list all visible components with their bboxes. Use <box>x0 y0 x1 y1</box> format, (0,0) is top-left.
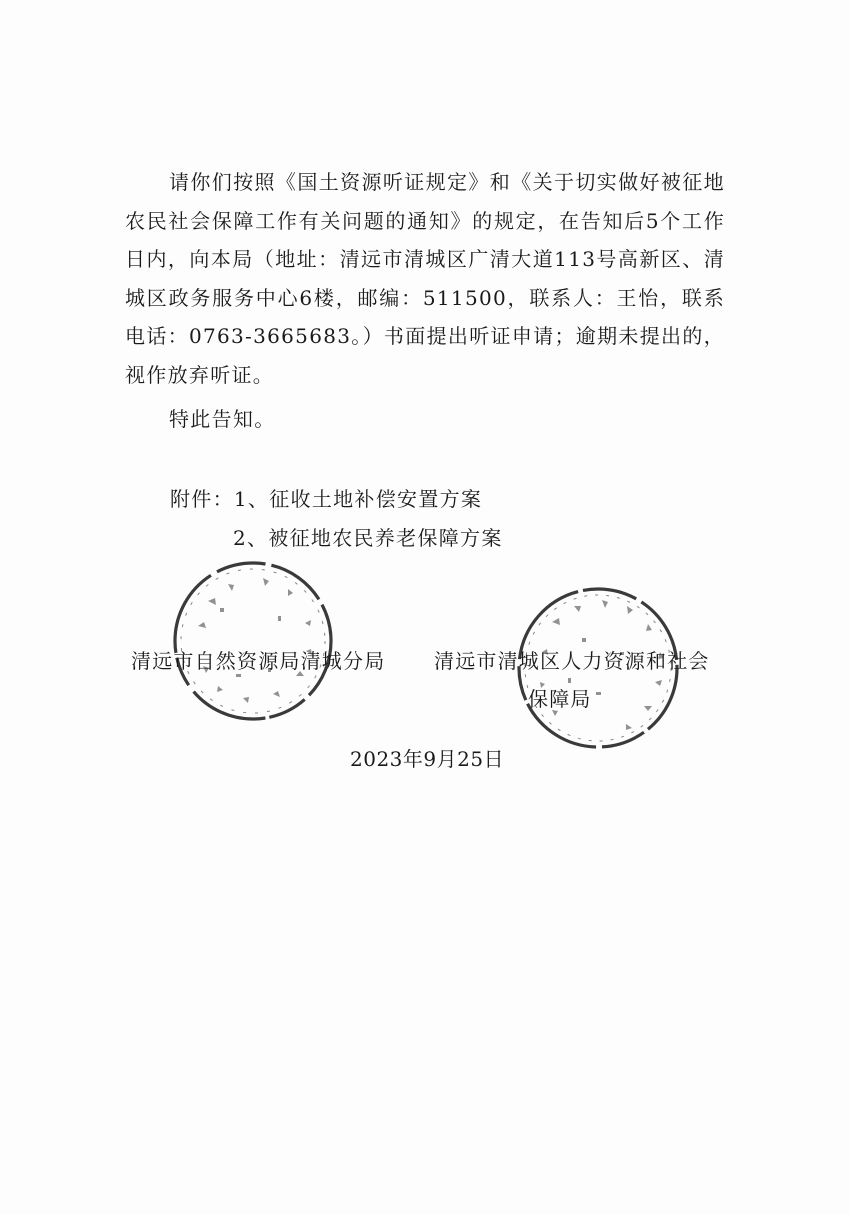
issue-date: 2023年9月25日 <box>350 747 505 771</box>
signatory-right-line-2: 保障局 <box>528 687 592 711</box>
signatory-right-line-1: 清远市清城区人力资源和社会 <box>434 649 710 673</box>
signatory-left: 清远市自然资源局清城分局 <box>131 649 386 673</box>
attachment-item-1: 附件：1、征收土地补偿安置方案 <box>170 487 483 511</box>
left-official-seal <box>168 556 338 726</box>
attachment-item-2: 2、被征地农民养老保障方案 <box>233 526 503 550</box>
main-paragraph: 请你们按照《国土资源听证规定》和《关于切实做好被征地农民社会保障工作有关问题的通知》的规定，在告知后5个工作日内，向本局（地址：清远市清城区广清大道113号高新区、清城区政务服务中心6楼，邮编：511500，联系人：王怡，联系电话：0763-3665683。）书面提出听证申请；逾期未提出的，视作放弃听证。 <box>125 170 725 387</box>
closing-text: 特此告知。 <box>169 407 276 431</box>
